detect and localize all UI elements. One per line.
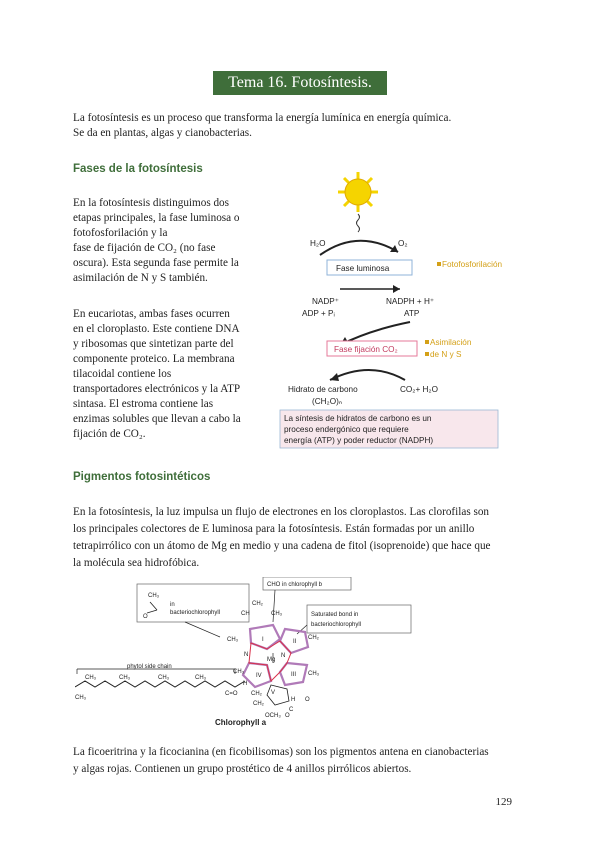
h-right-label: H bbox=[291, 697, 296, 703]
nadp-label: NADP⁺ bbox=[312, 297, 340, 306]
ch2-label: CH₂ bbox=[252, 601, 263, 607]
text-line: la molécula sea hidrofóbica. bbox=[73, 557, 200, 569]
mg-label: Mg bbox=[267, 657, 276, 663]
fase-luminosa-label: Fase luminosa bbox=[336, 264, 390, 273]
text-line: y algas rojas. Contienen un grupo prostético de 4 anillos pirrólicos abiertos. bbox=[73, 763, 412, 775]
ch2o-label: (CH₂O)ₙ bbox=[312, 397, 343, 406]
ring-4-label: IV bbox=[256, 673, 262, 679]
saturated-box bbox=[307, 605, 411, 633]
page-number: 129 bbox=[495, 796, 512, 808]
nadph-label: NADPH + H⁺ bbox=[386, 297, 435, 306]
text-line: componente proteico. La membrana bbox=[73, 353, 235, 365]
legend-asimilacion: Asimilación bbox=[430, 338, 472, 347]
phytol-ch3-2: CH₃ bbox=[119, 675, 131, 681]
ch2-bottom-label: CH₂ bbox=[251, 691, 262, 697]
o2-label: O₂ bbox=[398, 239, 408, 248]
intro-line: La fotosíntesis es un proceso que transforma la energía lumínica en energía química. bbox=[73, 112, 452, 124]
note-line: energía (ATP) y poder reductor (NADPH) bbox=[284, 436, 434, 445]
o-right-label: O bbox=[305, 697, 310, 703]
ring-2-label: II bbox=[293, 639, 297, 645]
text-line: tetrapirrólico con un átomo de Mg en medio y una cadena de fitol (isoprenoide) que hace que bbox=[73, 540, 491, 552]
h-label: H bbox=[243, 681, 248, 687]
ring-1 bbox=[250, 625, 280, 649]
bacterio-box bbox=[137, 584, 249, 622]
n-label-2: N bbox=[281, 653, 286, 659]
text-line: tilacoidal contiene los bbox=[73, 368, 172, 380]
legend-fotofosforilacion: Fotofosforilación bbox=[442, 260, 503, 269]
note-line: proceso endergónico que requiere bbox=[284, 425, 409, 434]
saturated-label: Saturated bond in bbox=[311, 612, 359, 618]
o-bottom-label: O bbox=[285, 713, 290, 719]
note-line: La síntesis de hidratos de carbono es un bbox=[284, 414, 432, 423]
ch2-bottom2-label: CH₂ bbox=[253, 701, 264, 707]
co2-h2o-label: CO₂+ H₂O bbox=[400, 385, 438, 394]
n-label: N bbox=[244, 652, 249, 658]
h2o-label: H₂O bbox=[310, 239, 326, 248]
text-line: En la fotosíntesis distinguimos dos bbox=[73, 197, 230, 209]
fase-fijacion-label: Fase fijación CO₂ bbox=[334, 345, 398, 354]
ch3-left-label: CH₃ bbox=[227, 637, 239, 643]
legend-nys: de N y S bbox=[430, 350, 462, 359]
ch2-ch3-label: CH₂ bbox=[308, 635, 319, 641]
text-line: fijación de CO₂. bbox=[73, 428, 146, 440]
ring-3-label: III bbox=[291, 672, 297, 678]
atp-label: ATP bbox=[404, 309, 420, 318]
text-line: los principales colectores de E luminosa para la fotosíntesis. Están formadas por un anillo bbox=[73, 523, 475, 535]
fases-paragraph-2 bbox=[73, 307, 263, 442]
ch3o-label: OCH₃ bbox=[265, 713, 281, 719]
closing-paragraph bbox=[73, 745, 533, 777]
page-title: Tema 16. Fotosíntesis. bbox=[213, 71, 387, 95]
phytol-label: phytol side chain bbox=[127, 664, 172, 670]
fixation-arrow bbox=[330, 370, 405, 380]
pigmentos-paragraph bbox=[73, 505, 533, 571]
oxygen-label: O bbox=[143, 614, 148, 620]
text-line: En la fotosíntesis, la luz impulsa un flujo de electrones en los cloroplastos. Las clorofilas son bbox=[73, 506, 490, 518]
text-line: transportadores electrónicos y la ATP bbox=[73, 383, 241, 395]
saturated-label-2: bacteriochlorophyll bbox=[311, 622, 362, 628]
text-line: asimilación de N y S también. bbox=[73, 272, 208, 284]
text-line: fase de fijación de CO₂ (no fase bbox=[73, 242, 216, 254]
ring-1-label: I bbox=[262, 637, 264, 643]
adp-label: ADP + Pᵢ bbox=[302, 309, 335, 318]
ch3-right-label: CH₃ bbox=[308, 671, 320, 677]
cho-label: CHO in chlorophyll b bbox=[267, 582, 323, 588]
text-line: fotofosforilación y la bbox=[73, 227, 168, 239]
chlorophyll-a-label: Chlorophyll a bbox=[215, 718, 267, 727]
text-line: y ribosomas que sintetizan parte del bbox=[73, 338, 234, 350]
fases-paragraph-1 bbox=[73, 196, 263, 286]
light-squiggle bbox=[357, 214, 360, 232]
sun-icon bbox=[338, 172, 378, 212]
phytol-ch3-end: CH₃ bbox=[75, 695, 87, 701]
intro-paragraph bbox=[73, 111, 451, 141]
section-heading-fases: Fases de la fotosíntesis bbox=[73, 163, 203, 175]
photosynthesis-diagram bbox=[270, 170, 540, 455]
bacterio-in-label: in bbox=[170, 602, 175, 608]
text-line: oscura). Esta segunda fase permite la bbox=[73, 257, 239, 269]
text-line: sintasa. El estroma contiene las bbox=[73, 398, 214, 410]
c-label: C bbox=[289, 707, 294, 713]
bacterio-label: bacteriochlorophyll bbox=[170, 610, 221, 616]
text-line: La ficoeritrina y la ficocianina (en ficobilisomas) son los pigmentos antena en cianobacterias bbox=[73, 746, 489, 758]
phytol-ch3-3: CH₃ bbox=[158, 675, 170, 681]
light-arrow bbox=[320, 241, 398, 255]
phytol-co2h: C=O bbox=[225, 691, 238, 697]
phytol-ch3-4: CH₃ bbox=[195, 675, 207, 681]
ch-label: CH bbox=[241, 611, 250, 617]
text-line: etapas principales, la fase luminosa o bbox=[73, 212, 240, 224]
phytol-ch3-1: CH₃ bbox=[85, 675, 97, 681]
ch3-label: CH₃ bbox=[271, 611, 283, 617]
methyl-ketone-label: CH₃ bbox=[148, 593, 160, 599]
text-line: enzimas solubles que llevan a cabo la bbox=[73, 413, 241, 425]
ring-5-label: V bbox=[271, 690, 276, 696]
intro-line: Se da en plantas, algas y cianobacterias. bbox=[73, 127, 252, 139]
text-line: en el cloroplasto. Este contiene DNA bbox=[73, 323, 240, 335]
section-heading-pigmentos: Pigmentos fotosintéticos bbox=[73, 471, 211, 483]
text-line: En eucariotas, ambas fases ocurren bbox=[73, 308, 230, 320]
hidrato-label: Hidrato de carbono bbox=[288, 385, 358, 394]
chlorophyll-structure bbox=[75, 577, 435, 732]
ch3-left2-label: CH₃ bbox=[233, 669, 245, 675]
